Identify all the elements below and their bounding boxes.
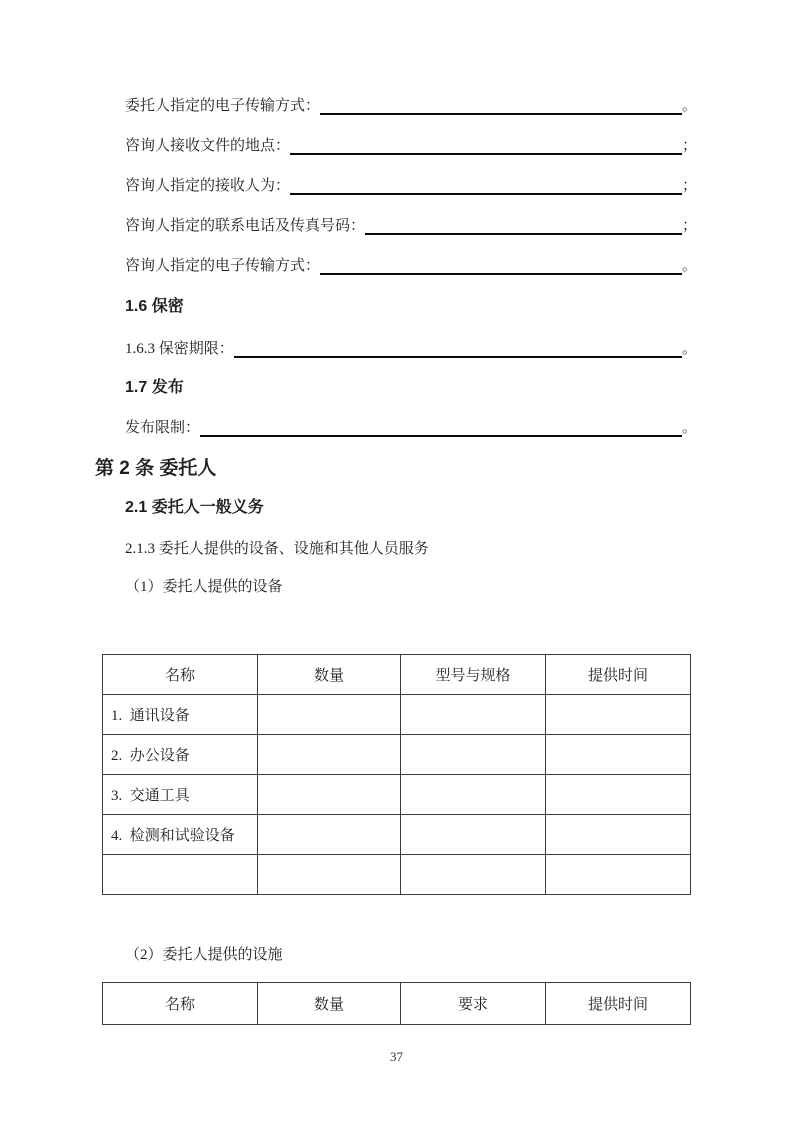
column-header: 提供时间 xyxy=(546,983,691,1025)
empty-cell xyxy=(401,815,546,855)
empty-cell xyxy=(401,735,546,775)
fill-line-label: 发布限制： xyxy=(125,420,201,436)
fill-line-publication-restriction xyxy=(125,418,697,438)
fill-line-punctuation: 。 xyxy=(681,98,697,114)
row-label-cell: 3. 交通工具 xyxy=(103,775,258,815)
empty-cell xyxy=(401,855,546,895)
table-header-row xyxy=(103,655,691,695)
empty-cell xyxy=(258,735,401,775)
fill-line-consultant-phone-fax xyxy=(125,216,697,236)
blank-field xyxy=(290,136,682,155)
table-row xyxy=(103,775,691,815)
column-header: 数量 xyxy=(258,655,401,695)
section-heading-1-7: 1.7 发布 xyxy=(125,379,184,396)
equipment-table-caption: （1）委托人提供的设备 xyxy=(125,579,283,595)
section-heading-1-6: 1.6 保密 xyxy=(125,298,184,315)
fill-line-label: 咨询人接收文件的地点： xyxy=(125,138,291,154)
row-label-cell xyxy=(103,855,258,895)
section-heading-2-1: 2.1 委托人一般义务 xyxy=(125,499,264,516)
table-row xyxy=(103,695,691,735)
empty-cell xyxy=(546,775,691,815)
fill-line-label: 委托人指定的电子传输方式： xyxy=(125,98,321,114)
empty-cell xyxy=(258,815,401,855)
blank-field xyxy=(365,216,682,235)
fill-line-punctuation: 。 xyxy=(681,258,697,274)
fill-line-punctuation: 。 xyxy=(681,341,697,357)
column-header: 型号与规格 xyxy=(401,655,546,695)
column-header: 数量 xyxy=(258,983,401,1025)
fill-line-consultant-receiving-place xyxy=(125,136,697,156)
table-header-row xyxy=(103,983,691,1025)
equipment-table xyxy=(102,654,691,895)
fill-line-label: 咨询人指定的电子传输方式： xyxy=(125,258,321,274)
facilities-table-caption: （2）委托人提供的设施 xyxy=(125,947,283,963)
empty-cell xyxy=(546,855,691,895)
column-header: 要求 xyxy=(401,983,546,1025)
empty-cell xyxy=(258,695,401,735)
fill-line-punctuation: ； xyxy=(681,218,697,234)
fill-line-electronic-transmission-client xyxy=(125,96,697,116)
blank-field xyxy=(234,339,682,358)
empty-cell xyxy=(546,735,691,775)
empty-cell xyxy=(258,775,401,815)
fill-line-punctuation: 。 xyxy=(681,420,697,436)
column-header: 提供时间 xyxy=(546,655,691,695)
fill-line-label: 1.6.3 保密期限： xyxy=(125,341,234,357)
blank-field xyxy=(200,418,682,437)
blank-field xyxy=(320,256,682,275)
table-row xyxy=(103,815,691,855)
fill-line-label: 咨询人指定的接收人为： xyxy=(125,178,291,194)
empty-cell xyxy=(401,695,546,735)
article-2-heading: 第 2 条 委托人 xyxy=(95,458,217,479)
facilities-table xyxy=(102,982,691,1025)
fill-line-label: 咨询人指定的联系电话及传真号码： xyxy=(125,218,366,234)
blank-field xyxy=(320,96,682,115)
table-row xyxy=(103,855,691,895)
page-number: 37 xyxy=(390,1049,403,1064)
fill-line-electronic-transmission-consultant xyxy=(125,256,697,276)
row-label-cell: 2. 办公设备 xyxy=(103,735,258,775)
row-label-cell: 4. 检测和试验设备 xyxy=(103,815,258,855)
empty-cell xyxy=(546,695,691,735)
column-header: 名称 xyxy=(103,655,258,695)
row-label-cell: 1. 通讯设备 xyxy=(103,695,258,735)
fill-line-punctuation: ； xyxy=(681,178,697,194)
fill-line-consultant-receiver xyxy=(125,176,697,196)
empty-cell xyxy=(401,775,546,815)
blank-field xyxy=(290,176,682,195)
fill-line-confidentiality-period xyxy=(125,339,697,359)
empty-cell xyxy=(258,855,401,895)
clause-2-1-3: 2.1.3 委托人提供的设备、设施和其他人员服务 xyxy=(125,541,429,557)
empty-cell xyxy=(546,815,691,855)
column-header: 名称 xyxy=(103,983,258,1025)
fill-line-punctuation: ； xyxy=(681,138,697,154)
article-2-block xyxy=(125,497,697,597)
clause-1-5-block xyxy=(125,96,697,438)
table-row xyxy=(103,735,691,775)
